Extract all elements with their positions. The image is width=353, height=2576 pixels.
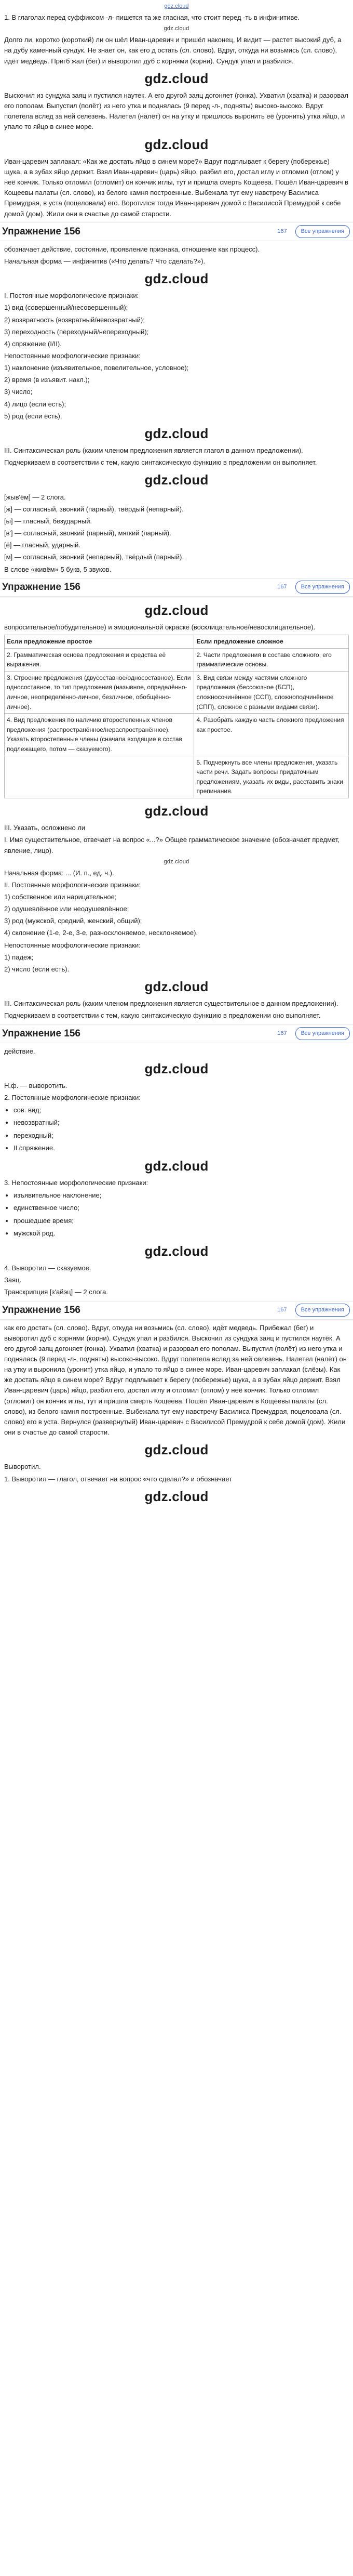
all-exercises-button[interactable]: Все упражнения [295, 581, 350, 594]
all-exercises-button[interactable]: Все упражнения [295, 1027, 350, 1040]
list [13, 1105, 353, 1153]
paragraph: I. Имя существительное, отвечает на вопрос «...?» Общее грамматическое значение (обозначает предмет, явление, лицо). [4, 836, 340, 855]
exercise-title: Упражнение 156 [2, 1304, 80, 1316]
watermark: gdz.cloud [144, 70, 209, 86]
watermark: gdz.cloud [164, 858, 189, 865]
paragraph: 5) род (если есть). [4, 412, 62, 420]
paragraph: вопросительное/побудительное) и эмоциональной окраске (восклицательное/невосклицательное). [4, 623, 316, 631]
paragraph: 3. Непостоянные морфологические признаки: [4, 1179, 148, 1187]
table-header: Если предложение сложное [194, 635, 349, 649]
paragraph: Выскочил из сундука заяц и пустился наутек. А его другой заяц догоняет (гонка). Ухватил (хватка) и разорвал его пополам. Выпустил (полёт) из него утка и поднялась (9 перед -л-, подняты) высоко-высоко. Вдруг полетела вслед за ней селезень. Налетел (налёт) он на утку и пришлось выронить её (уронить) утка яйцо, и упало то яйцо в синее море. [4, 91, 348, 131]
list-item: • переходный; [13, 1131, 353, 1141]
table-cell: 2. Части предложения в составе сложного, его грамматические основы. [194, 648, 349, 671]
paragraph: В слове «живём» 5 букв, 5 звуков. [4, 565, 112, 573]
exercise-title: Упражнение 156 [2, 581, 80, 593]
table-cell: 5. Подчеркнуть все члены предложения, указать части речи. Задать вопросы придаточным предложениям, указать их виды, расставить знаки препинания. [194, 756, 349, 798]
paragraph: 4) лицо (если есть); [4, 400, 66, 408]
paragraph: Подчеркиваем в соответствии с тем, какую синтаксическую функцию в предложении оно выполняет. [4, 1011, 321, 1020]
paragraph: 1) наклонение (изъявительное, повелительное, условное); [4, 364, 189, 372]
table-cell: 4. Вид предложения по наличию второстепенных членов предложения (распространённое/нераспространённое). Указать второстепенные члены (сначала входящие в состав подлежащего, потом — сказуемого). [5, 714, 194, 756]
paragraph: 1. Выворотил — глагол, отвечает на вопрос «что сделал?» и обозначает [4, 1475, 233, 1483]
paragraph: Начальная форма: ... (И. п., ед. ч.). [4, 869, 114, 877]
paragraph: III. Указать, осложнено ли [4, 824, 86, 832]
table-cell: 3. Вид связи между частями сложного предложения (бессоюзное (БСП), сложносочинённое (ССП), сложноподчинённое (СПП), сложное с разными видами связи). [194, 671, 349, 713]
watermark: gdz.cloud [144, 270, 209, 286]
list [13, 1190, 353, 1239]
watermark: gdz.cloud [144, 472, 209, 488]
watermark: gdz.cloud [144, 803, 209, 819]
list-item: • сов. вид; [13, 1105, 353, 1115]
table-cell [5, 756, 194, 798]
exercise-header [0, 222, 353, 241]
table-row [5, 714, 349, 756]
rule-text: 1. В глаголах перед суффиксом -л- пишется та же гласная, что стоит перед -ть в инфинитиве. [4, 14, 300, 22]
table-row [5, 671, 349, 713]
list-item: • единственное число; [13, 1203, 353, 1213]
watermark: gdz.cloud [144, 602, 209, 618]
table-cell: 4. Разобрать каждую часть сложного предложения как простое. [194, 714, 349, 756]
paragraph: [ё] — гласный, ударный. [4, 541, 80, 549]
paragraph: 2) одушевлённое или неодушевлённое; [4, 905, 129, 913]
paragraph: 1) собственное или нарицательное; [4, 893, 117, 901]
paragraph: действие. [4, 1047, 35, 1055]
table-row [5, 756, 349, 798]
watermark: gdz.cloud [144, 136, 209, 152]
paragraph: Долго ли, коротко (короткий) ли он шёл Иван-царевич и пришёл наконец, И видит — растет высокий дуб, а на дубу каменный сундук. Не знает он, как его д остать (сл. слово). Вдруг, откуда ни возьмись (сл. слово), идёт медведь. Пригб жал (бег) и выворотил дуб с корнями (корни). Сундук упал и разбился. [4, 36, 342, 65]
watermark: gdz.cloud [144, 425, 209, 441]
paragraph: Иван-царевич заплакал: «Как же достать яйцо в синем море?» Вдруг подплывает к берегу (побережье) щука, а в зубах яйцо держит. Взял Иван-царевич (царь) яйцо, разбил его, достал иглу и отломил (отлом) у неё кончик. Только отломил (отломит) он кончик иглы, тут и пришла смерть Кощеева. Пошёл Иван-царевич в Кощеевы палаты (сл. слово), из белого камня построенные. Выбежала тут ему навстречу Василиса Премудрая, в уста (поцеловала) его. Воротился тогда Иван-царевич домой с Василисой Премудрой к себе домой (дом). Жили они в счастье до самой старости. [4, 157, 349, 218]
paragraph: 4. Выворотил — сказуемое. [4, 1264, 91, 1272]
paragraph: 2. Постоянные морфологические признаки: [4, 1094, 141, 1102]
table-header: Если предложение простое [5, 635, 194, 649]
paragraph: 3) число; [4, 388, 33, 396]
paragraph: [ы] — гласный, безударный. [4, 517, 92, 525]
exercise-header [0, 578, 353, 597]
paragraph: I. Постоянные морфологические признаки: [4, 292, 139, 300]
paragraph: [жыв'ём] — 2 слога. [4, 493, 66, 501]
watermark: gdz.cloud [144, 1488, 209, 1504]
table-row [5, 648, 349, 671]
paragraph: Непостоянные морфологические признаки: [4, 351, 141, 360]
paragraph: 1) падеж; [4, 953, 34, 961]
watermark: gdz.cloud [144, 1158, 209, 1174]
exercise-title: Упражнение 156 [2, 226, 80, 237]
paragraph: [ж] — согласный, звонкий (парный), твёрдый (непарный). [4, 505, 184, 513]
paragraph: 2) число (если есть). [4, 965, 70, 973]
paragraph: Выворотил. [4, 1463, 41, 1471]
watermark: gdz.cloud [164, 25, 189, 32]
exercise-title: Упражнение 156 [2, 1028, 80, 1039]
paragraph: [м] — согласный, звонкий (непарный), твёрдый (парный). [4, 553, 184, 561]
paragraph: 4) спряжение (I/II). [4, 339, 62, 348]
paragraph: Транскрипция [з'айэц] — 2 слога. [4, 1288, 108, 1296]
page-badge[interactable]: 167 [277, 1307, 287, 1313]
exercise-header [0, 1024, 353, 1043]
table-cell: 3. Строение предложения (двусоставное/односоставное). Если односоставное, то тип предложения (назывное, определённо-личное, неопределённо-личное, безличное, обобщённо-личное). [5, 671, 194, 713]
paragraph: 2) время (в изъявит. накл.); [4, 376, 90, 384]
paragraph: Начальная форма — инфинитив («Что делать? Что сделать?»). [4, 257, 206, 265]
all-exercises-button[interactable]: Все упражнения [295, 1304, 350, 1317]
page-badge[interactable]: 167 [277, 228, 287, 235]
exercise-header [0, 1301, 353, 1320]
all-exercises-button[interactable]: Все упражнения [295, 225, 350, 238]
page-badge[interactable]: 167 [277, 1030, 287, 1037]
list-item: • мужской род. [13, 1228, 353, 1239]
list-item: • изъявительное наклонение; [13, 1190, 353, 1201]
list-item: • невозвратный; [13, 1118, 353, 1128]
watermark-link[interactable]: gdz.cloud [164, 3, 189, 9]
list-item: • II спряжение. [13, 1143, 353, 1153]
watermark: gdz.cloud [144, 1442, 209, 1458]
paragraph: II. Постоянные морфологические признаки: [4, 880, 141, 889]
paragraph: 3) переходность (переходный/непереходный); [4, 327, 149, 336]
paragraph: III. Синтаксическая роль (каким членом предложения является существительное в данном предложении). [4, 1000, 338, 1008]
paragraph: Н.ф. — выворотить. [4, 1082, 67, 1090]
paragraph: 1) вид (совершенный/несовершенный); [4, 304, 128, 312]
paragraph: Заяц. [4, 1276, 22, 1284]
watermark: gdz.cloud [144, 1060, 209, 1076]
page-badge[interactable]: 167 [277, 584, 287, 590]
paragraph: Подчеркиваем в соответствии с тем, какую синтаксическую функцию в предложении он выполняет. [4, 458, 317, 467]
watermark: gdz.cloud [144, 1243, 209, 1259]
paragraph: Непостоянные морфологические признаки: [4, 941, 141, 949]
list-item: • прошедшее время; [13, 1216, 353, 1226]
analysis-table [4, 635, 349, 798]
paragraph: III. Синтаксическая роль (каким членом предложения является глагол в данном предложении). [4, 446, 303, 455]
paragraph: [в'] — согласный, звонкий (парный), мягкий (парный). [4, 529, 171, 537]
table-cell: 2. Грамматическая основа предложения и средства её выражения. [5, 648, 194, 671]
paragraph: 2) возвратность (возвратный/невозвратный); [4, 316, 145, 324]
paragraph: 3) род (мужской, средний, женский, общий); [4, 917, 142, 925]
paragraph: как его достать (сл. слово). Вдруг, откуда ни возьмись (сл. слово), идёт медведь. Прибежал (бег) и выворотил дуб с корнями (корни). Сундук упал и разбился. Выскочил из сундука заяц и пустился наутёк. А его другой заяц догоняет (гонка). Ухватил (хватка) и разорвал его пополам. Выпустил (полёт) из него утка и поднялась (9 перед -л-, подняты) высоко-высоко. Вдруг полетела вслед за ней селезень. Налетел (налёт) он на утку и выронила (уронит) утка яйцо, и упало то яйцо в синее море. Иван-царевич заплакал (слёзы). Как же достать яйцо в синем море? Вдруг подплывает к берегу (побережье) щука, а в зубах яйцо держит. Взял Иван-царевич (царь) яйцо, разбил его, достал иглу и отломил (отлом) у неё кончик. Только отломил (отломит) он кончик иглы, тут и пришла смерть Кощеева. Пошёл Иван-царевич в Кощеевы палаты (сл. слово), из белого камня построенные. Выбежала тут ему навстречу Василиса Премудрая, поцеловала (сл. слово) его в уста. Вернулся (развернутый) Иван-царевич с Василисой Премудрой к себе домой (дом). Жили они в счастье до самой старости. [4, 1323, 347, 1436]
paragraph: обозначает действие, состояние, проявление признака, отношение как процесс). [4, 245, 260, 253]
watermark: gdz.cloud [144, 979, 209, 995]
paragraph: 4) склонение (1-е, 2-е, 3-е, разносклоняемое, несклоняемое). [4, 929, 198, 937]
